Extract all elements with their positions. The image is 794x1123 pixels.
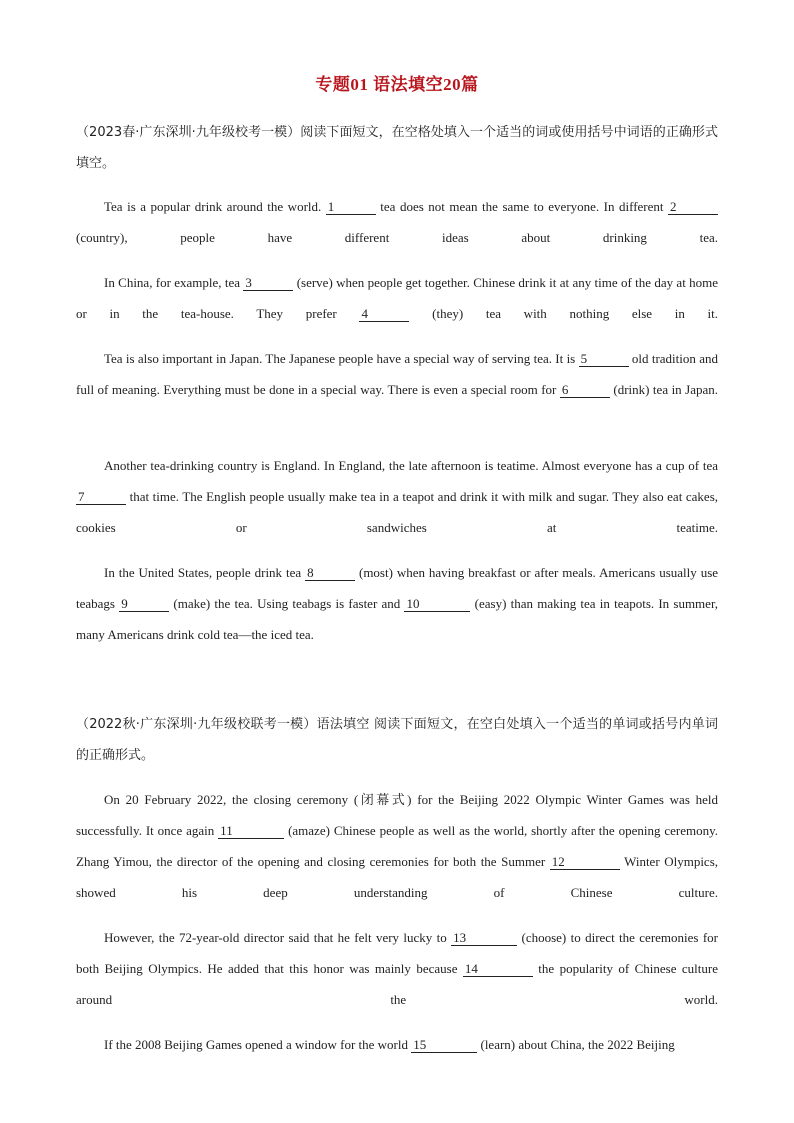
- blank-4[interactable]: 4: [359, 306, 409, 322]
- blank-13[interactable]: 13: [451, 930, 517, 946]
- s2-paragraph-1: On 20 February 2022, the closing ceremony (闭幕式) for the Beijing 2022 Olympic Winter Games was held successfully. It once again 11 (amaze) Chinese people as well as the world, shortly after the opening ceremony. Zhang Yimou, the director of the opening and closing ceremonies for both the Summer 12 Winter Olympics, showed his deep understanding of Chinese culture.: [76, 792, 719, 900]
- blank-12[interactable]: 12: [550, 854, 620, 870]
- s1-paragraph-2: In China, for example, tea 3 (serve) when people get together. Chinese drink it at any time of the day at home or in the tea-house. They prefer 4 (they) tea with nothing else in it.: [76, 275, 719, 321]
- blank-2[interactable]: 2: [668, 199, 718, 215]
- blank-5[interactable]: 5: [579, 351, 629, 367]
- blank-11[interactable]: 11: [218, 823, 284, 839]
- blank-14[interactable]: 14: [463, 961, 533, 977]
- s1-paragraph-3: Tea is also important in Japan. The Japanese people have a special way of serving tea. It is 5 old tradition and full of meaning. Everything must be done in a special way. There is even a special room for 6 (drink) tea in Japan.: [76, 351, 719, 397]
- blank-10[interactable]: 10: [404, 596, 470, 612]
- blank-1[interactable]: 1: [326, 199, 376, 215]
- s2-paragraph-2: However, the 72-year-old director said that he felt very lucky to 13 (choose) to direct the ceremonies for both Beijing Olympics. He added that this honor was mainly because 14 the popularity of Chinese culture around the world.: [76, 930, 719, 1007]
- blank-7[interactable]: 7: [76, 489, 126, 505]
- section2-intro: （2022秋·广东深圳·九年级校联考一模）语法填空 阅读下面短文，在空白处填入一个适当的单词或括号内单词的正确形式。: [76, 717, 718, 763]
- s1-paragraph-4: Another tea-drinking country is England. In England, the late afternoon is teatime. Almost everyone has a cup of tea 7 that time. The English people usually make tea in a teapot and drink it with milk and sugar. They also eat cakes, cookies or sandwiches at teatime.: [76, 458, 719, 535]
- blank-6[interactable]: 6: [560, 382, 610, 398]
- blank-9[interactable]: 9: [119, 596, 169, 612]
- section1-intro: （2023春·广东深圳·九年级校考一模）阅读下面短文，在空格处填入一个适当的词或使用括号中词语的正确形式填空。: [76, 125, 718, 171]
- blank-15[interactable]: 15: [411, 1037, 477, 1053]
- blank-8[interactable]: 8: [305, 565, 355, 581]
- s1-paragraph-1: Tea is a popular drink around the world. 1 tea does not mean the same to everyone. In different 2 (country), people have different ideas about drinking tea.: [76, 199, 718, 245]
- s2-paragraph-3: If the 2008 Beijing Games opened a window for the world 15 (learn) about China, the 2022 Beijing: [104, 1037, 675, 1052]
- blank-3[interactable]: 3: [243, 275, 293, 291]
- s1-paragraph-5: In the United States, people drink tea 8 (most) when having breakfast or after meals. Americans usually use teabags 9 (make) the tea. Using teabags is faster and 10 (easy) than making tea in teapots. In summer, many Americans drink cold tea—the iced tea.: [76, 565, 719, 642]
- page-title: 专题01 语法填空20篇: [315, 75, 479, 94]
